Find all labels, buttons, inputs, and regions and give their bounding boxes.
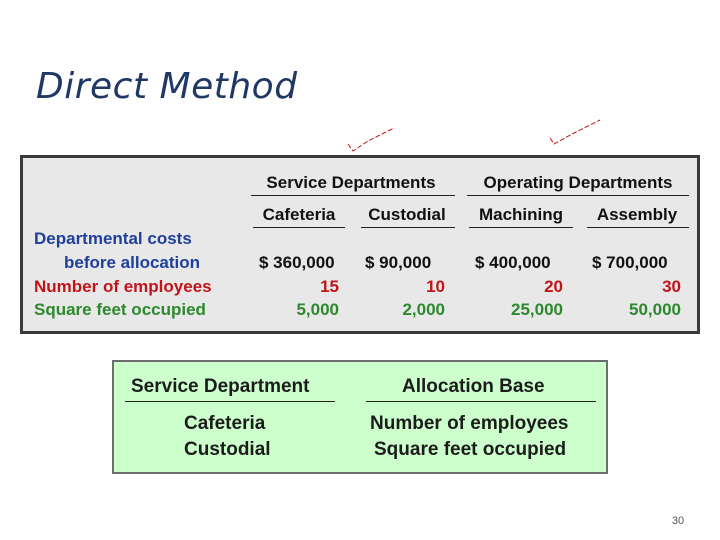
table-cell: $ 400,000 (475, 253, 551, 272)
table-cell: 20 (544, 277, 563, 296)
page-title: Direct Method (36, 66, 298, 107)
table-cell: 25,000 (511, 300, 563, 319)
row-label-before-allocation: before allocation (64, 253, 201, 272)
column-header-assembly: Assembly (596, 205, 678, 224)
column-header-allocation-base: Allocation Base (402, 376, 545, 397)
column-header-rule (469, 227, 573, 228)
table-cell: $ 90,000 (365, 253, 432, 272)
column-header-cafeteria: Cafeteria (262, 205, 336, 224)
table-cell: Cafeteria (184, 413, 266, 434)
page-number: 30 (671, 515, 685, 527)
cost-data-table (20, 155, 700, 334)
table-cell: $ 700,000 (592, 253, 668, 272)
row-label-departmental-costs: Departmental costs (34, 229, 192, 248)
row-label-square-feet: Square feet occupied (34, 300, 206, 319)
column-header-rule (587, 227, 689, 228)
table-cell: Number of employees (370, 413, 569, 434)
checkmark-icon (544, 116, 606, 148)
table-cell: 10 (426, 277, 445, 296)
row-label-number-of-employees: Number of employees (34, 277, 212, 296)
table-cell: 5,000 (296, 300, 339, 319)
column-header-machining: Machining (478, 205, 564, 224)
table-cell: 30 (662, 277, 681, 296)
column-header-rule (125, 401, 335, 402)
table-cell: 2,000 (402, 300, 445, 319)
table-cell: $ 360,000 (259, 253, 335, 272)
checkmark-icon (344, 124, 400, 156)
table-cell: Custodial (184, 439, 271, 460)
group-header-service: Service Departments (266, 173, 436, 192)
column-header-rule (361, 227, 455, 228)
column-header-custodial: Custodial (368, 205, 446, 224)
column-header-rule (366, 401, 596, 402)
group-header-rule (467, 195, 689, 196)
column-header-service-department: Service Department (131, 376, 310, 397)
table-cell: 50,000 (629, 300, 681, 319)
table-cell: 15 (320, 277, 339, 296)
column-header-rule (253, 227, 345, 228)
table-cell: Square feet occupied (374, 439, 567, 460)
group-header-rule (251, 195, 455, 196)
allocation-base-table (112, 360, 608, 474)
group-header-operating: Operating Departments (483, 173, 673, 192)
